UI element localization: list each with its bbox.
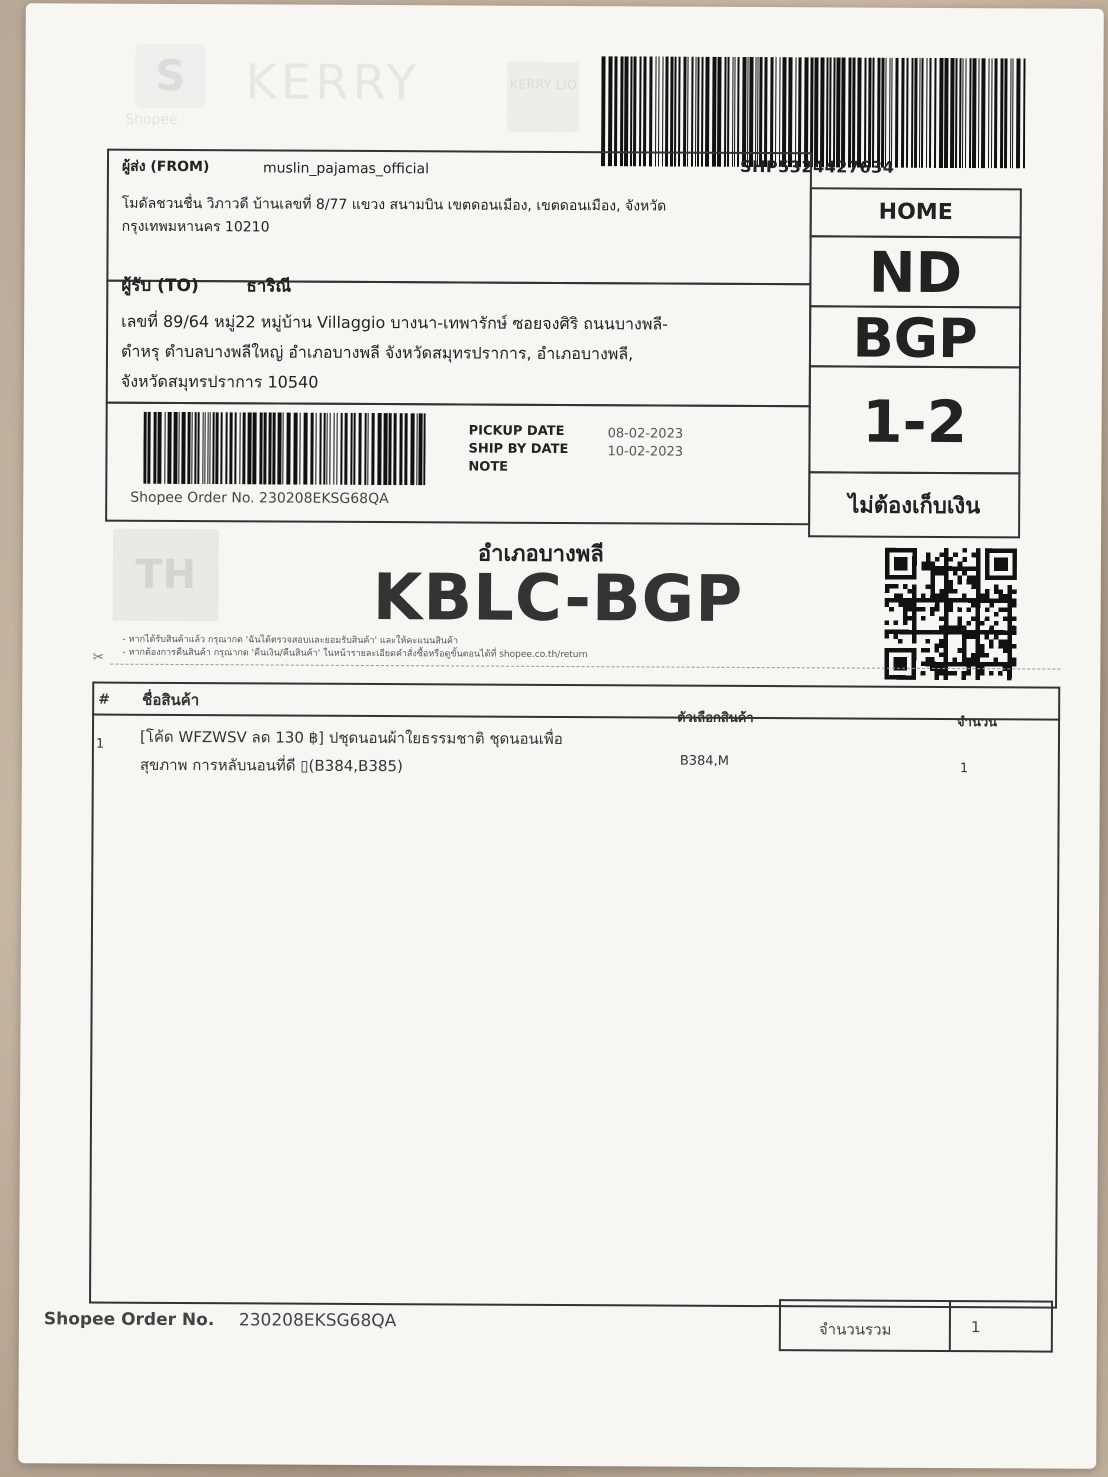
recipient-name: ธาริณี <box>246 276 292 297</box>
footer-order-label: Shopee Order No. <box>43 1309 215 1331</box>
recipient-address-3: จังหวัดสมุทรปราการ 10540 <box>120 371 319 392</box>
recipient-address-1: เลขที่ 89/64 หมู่22 หมู่บ้าน Villaggio บางนา-เทพารักษ์ ซอยจงศิริ ถนนบางพลี- <box>121 311 669 334</box>
sender-label: ผู้ส่ง (FROM) <box>121 158 210 176</box>
courier-logo-square: KERRY LIO <box>507 62 579 132</box>
row-num: 1 <box>95 736 105 752</box>
order-number-line <box>130 486 389 511</box>
shipping-label <box>18 3 1104 1469</box>
total-value: 1 <box>970 1318 981 1337</box>
col-name: ชื่อสินค้า <box>142 690 200 710</box>
sort-code-zone: 1-2 <box>808 365 1021 474</box>
shopee-logo: S <box>135 44 205 108</box>
col-qty: จำนวน <box>957 715 998 731</box>
footer-order-number: 230208EKSG68QA <box>238 1310 397 1332</box>
ship-date-label: SHIP BY DATE <box>468 441 569 458</box>
note-label: NOTE <box>468 459 509 475</box>
qr-code <box>884 548 1017 681</box>
sender-address-2: กรุงเทพมหานคร 10210 <box>121 218 270 236</box>
courier-logo: KERRY <box>245 54 421 112</box>
ship-date-value: 10-02-2023 <box>607 444 684 460</box>
sort-code-nd: ND <box>809 235 1021 308</box>
country-code: TH <box>113 529 219 622</box>
scissors-icon: ✂ <box>92 649 105 666</box>
instructions <box>122 634 587 662</box>
row-name-1: [โค้ด WFZWSV ลด 130 ฿] ปชุดนอนผ้าใยธรรมชาติ ชุดนอนเพื่อ <box>139 727 563 749</box>
total-label: จำนวนรวม <box>818 1320 892 1339</box>
delivery-type: HOME <box>810 187 1022 238</box>
order-number: 230208EKSG68QA <box>259 490 389 508</box>
col-num: # <box>98 691 110 708</box>
sort-code-bgp: BGP <box>809 305 1021 368</box>
row-option: B384,M <box>679 753 730 769</box>
sender-name: muslin_pajamas_official <box>262 160 430 178</box>
tracking-number: SHP5324427634 <box>739 156 895 177</box>
recipient-address-2: ตำหรุ ตำบลบางพลีใหญ่ อำเภอบางพลี จังหวัดสมุทรปราการ, อำเภอบางพลี, <box>120 341 634 364</box>
cod-status: ไม่ต้องเก็บเงิน <box>808 471 1020 538</box>
col-option: ตัวเลือกสินค้า <box>677 710 754 727</box>
hub-code: KBLC-BGP <box>372 561 744 637</box>
sender-address-1: โมดัลชวนชื่น วิภาวดี บ้านเลขที่ 8/77 แขวง สนามบิน เขตดอนเมือง, เขตดอนเมือง, จังหวัด <box>121 195 667 215</box>
row-name-2: สุขภาพ การหลับนอนที่ดี ▯(B384,B385) <box>139 755 403 776</box>
pickup-date-value: 08-02-2023 <box>607 426 684 442</box>
order-barcode <box>143 412 425 485</box>
row-qty: 1 <box>959 761 969 777</box>
district-name: อำเภอบางพลี <box>477 541 604 568</box>
instruction-line: - หากได้รับสินค้าแล้ว กรุณากด 'ฉันได้ตรวจสอบและยอมรับสินค้า' และให้คะแนนสินค้า <box>122 634 459 647</box>
total-divider <box>949 1300 951 1352</box>
recipient-label: ผู้รับ (TO) <box>121 275 199 297</box>
shopee-logo-text: Shopee <box>125 111 178 128</box>
pickup-date-label: PICKUP DATE <box>468 423 565 440</box>
instruction-line: - หากต้องการคืนสินค้า กรุณากด 'คืนเงิน/คืนสินค้า' ในหน้ารายละเอียดคำสั่งซื้อหรือดูขั้นตอนได้ที่ shopee.co.th/return <box>122 647 588 661</box>
order-label: Shopee Order No. <box>130 489 255 507</box>
